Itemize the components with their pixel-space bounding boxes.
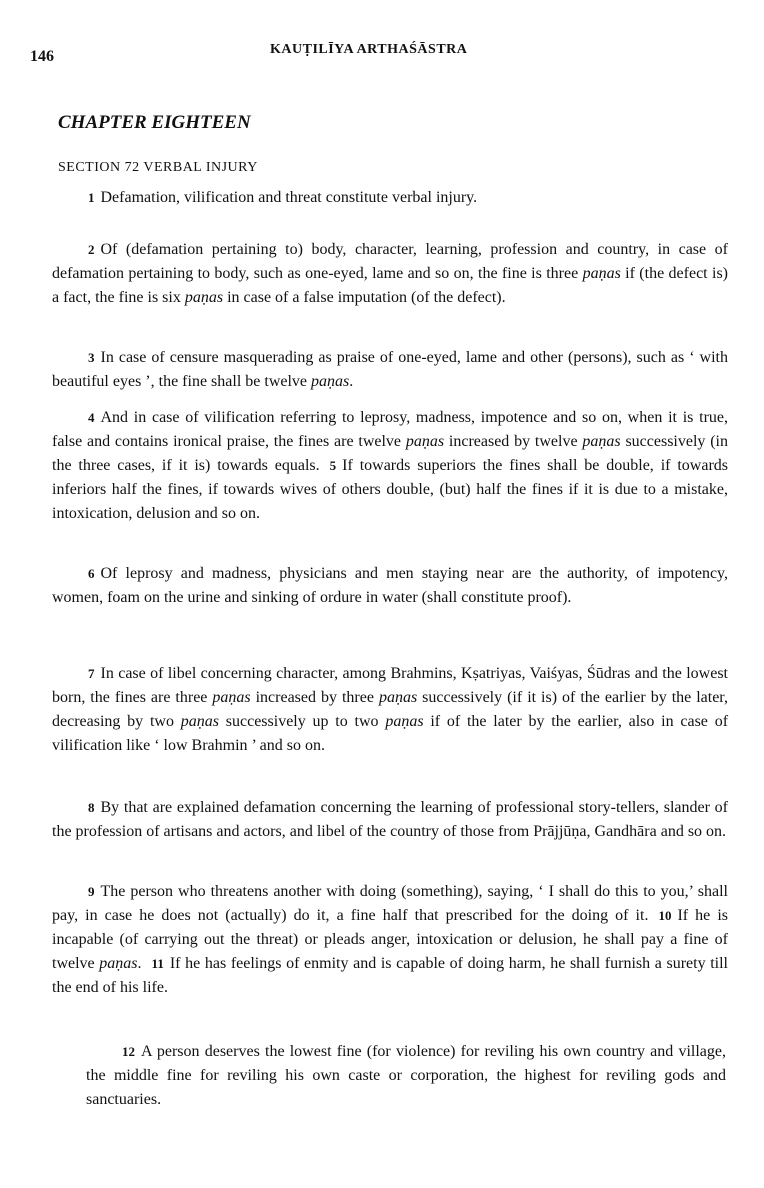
para-text: . — [349, 373, 354, 390]
italic-term: paṇas — [212, 689, 251, 706]
para-text: If he has feelings of enmity and is capable of doing harm, he shall furnish a surety till the end of his life. — [52, 955, 729, 996]
para-number: 12 — [122, 1044, 135, 1059]
para-number: 4 — [88, 410, 95, 425]
para-number: 1 — [88, 190, 95, 205]
section-title: SECTION 72 VERBAL INJURY — [58, 160, 258, 175]
paragraph-2 — [52, 238, 728, 310]
page-number: 146 — [30, 48, 54, 65]
para-number: 10 — [658, 908, 672, 923]
para-number: 3 — [88, 350, 95, 365]
para-text: . — [137, 955, 142, 972]
italic-term: paṇas — [311, 373, 350, 390]
paragraph-8 — [52, 796, 728, 844]
italic-term: paṇas — [180, 713, 219, 730]
para-text: if (the defect is) a fact, the fine is six — [52, 265, 728, 306]
para-text: increased by three — [250, 689, 379, 706]
chapter-title: CHAPTER EIGHTEEN — [58, 112, 251, 133]
para-text: In case of censure masquerading as praise of one-eyed, lame and other (persons), such as ‘ with beautiful eyes ’, the fine shall be twelve — [52, 349, 728, 390]
paragraph-4 — [52, 406, 728, 526]
para-number: 11 — [151, 956, 164, 971]
para-text: By that are explained defamation concerning the learning of professional story-tellers, slander of the profession of artisans and actors, and libel of the country of those from Prājjūṇa, Gandhāra and so on. — [52, 799, 728, 840]
para-text: if of the later by the earlier, also in case of vilification like ‘ low Brahmin ’ and so on. — [52, 713, 729, 754]
paragraph-6 — [52, 562, 728, 610]
italic-term: paṇas — [385, 713, 424, 730]
para-number: 2 — [88, 242, 95, 257]
paragraph-12 — [86, 1040, 726, 1112]
para-text: And in case of vilification referring to leprosy, madness, impotence and so on, when it is true, false and contains ironical praise, the fines are twelve — [52, 409, 728, 450]
para-number: 7 — [88, 666, 95, 681]
para-number: 8 — [88, 800, 95, 815]
paragraph-7 — [52, 662, 728, 758]
para-text: Of leprosy and madness, physicians and men staying near are the authority, of impotency, women, foam on the urine and sinking of ordure in water (shall constitute proof). — [52, 565, 728, 606]
italic-term: paṇas — [99, 955, 138, 972]
italic-term: paṇas — [184, 289, 224, 306]
para-text: successively (if it is) of the earlier by the later, decreasing by two — [52, 689, 728, 730]
para-text: in case of a false imputation (of the defect). — [223, 289, 506, 306]
para-number: 6 — [88, 566, 95, 581]
italic-term: paṇas — [582, 265, 621, 282]
para-text: If he is incapable (of carrying out the threat) or pleads anger, intoxication or delusion, he shall pay a fine of twelve — [52, 907, 728, 972]
para-number: 9 — [88, 884, 95, 899]
para-text: increased by twelve — [444, 433, 583, 450]
para-number: 5 — [329, 458, 337, 473]
para-text: If towards superiors the fines shall be double, if towards inferiors half the fines, if towards wives of others double, (but) half the fines if it is due to a mistake, intoxication, delusion and so on. — [52, 457, 728, 522]
para-text: Of (defamation pertaining to) body, character, learning, profession and country, in case of defamation pertaining to body, such as one-eyed, lame and so on, the fine is three — [52, 241, 728, 282]
para-text: A person deserves the lowest fine (for violence) for reviling his own country and village, the middle fine for reviling his own caste or corporation, the highest for reviling gods and sanctuaries. — [86, 1043, 726, 1108]
para-text: successively (in the three cases, if it is) towards equals. — [52, 433, 728, 474]
paragraph-3 — [52, 346, 728, 394]
para-text: In case of libel concerning character, among Brahmins, Kṣatriyas, Vaiśyas, Śūdras and the lowest born, the fines are three — [52, 665, 728, 706]
para-text: Defamation, vilification and threat constitute verbal injury. — [100, 189, 478, 206]
running-title: KAUṬILĪYA ARTHAŚĀSTRA — [270, 42, 468, 57]
italic-term: paṇas — [582, 433, 621, 450]
para-text: The person who threatens another with doing (something), saying, ‘ I shall do this to you,’ shall pay, in case he does not (actually) do it, a fine half that prescribed for the doing of it. — [52, 883, 728, 924]
paragraph-9 — [52, 880, 728, 1000]
paragraph-1 — [52, 186, 728, 210]
italic-term: paṇas — [378, 689, 418, 706]
para-text: successively up to two — [218, 713, 386, 730]
italic-term: paṇas — [405, 433, 445, 450]
